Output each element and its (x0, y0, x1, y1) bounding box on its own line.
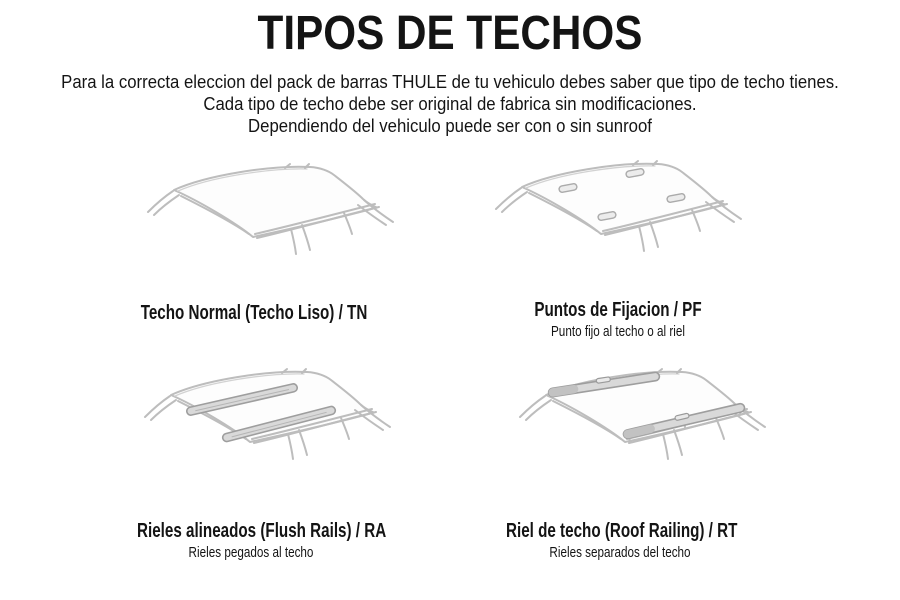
intro-line-1: Para la correcta eleccion del pack de barras THULE de tu vehiculo debes saber que tipo de techo tienes. (61, 72, 839, 92)
roof-type-subcaption-ra: Rieles pegados al techo (188, 544, 314, 561)
roof-type-caption-tn: Techo Normal (Techo Liso) / TN (140, 302, 368, 324)
roof-type-card-pf (468, 158, 768, 340)
roof-type-subcaption-pf: Punto fijo al techo o al riel (551, 323, 685, 340)
roof-type-card-rt (470, 366, 770, 561)
roof-railing-illustration (509, 366, 779, 506)
smooth-roof-illustration (137, 161, 407, 301)
intro-text (32, 71, 869, 137)
flush-rails-roof-illustration (134, 366, 404, 506)
roof-type-subcaption-rt: Rieles separados del techo (549, 544, 691, 561)
roof-type-card-tn (104, 161, 404, 325)
intro-line-3: Dependiendo del vehiculo puede ser con o sin sunroof (248, 116, 652, 136)
roof-type-caption-rt: Riel de techo (Roof Railing) / RT (506, 520, 738, 542)
intro-line-2: Cada tipo de techo debe ser original de fabrica sin modificaciones. (203, 94, 697, 114)
roof-type-card-ra (101, 366, 401, 561)
roof-type-caption-ra: Rieles alineados (Flush Rails) / RA (137, 520, 387, 542)
roof-type-caption-pf: Puntos de Fijacion / PF (534, 299, 702, 321)
page-title: TIPOS DE TECHOS (257, 7, 643, 60)
fixation-points-roof-illustration (485, 158, 755, 298)
